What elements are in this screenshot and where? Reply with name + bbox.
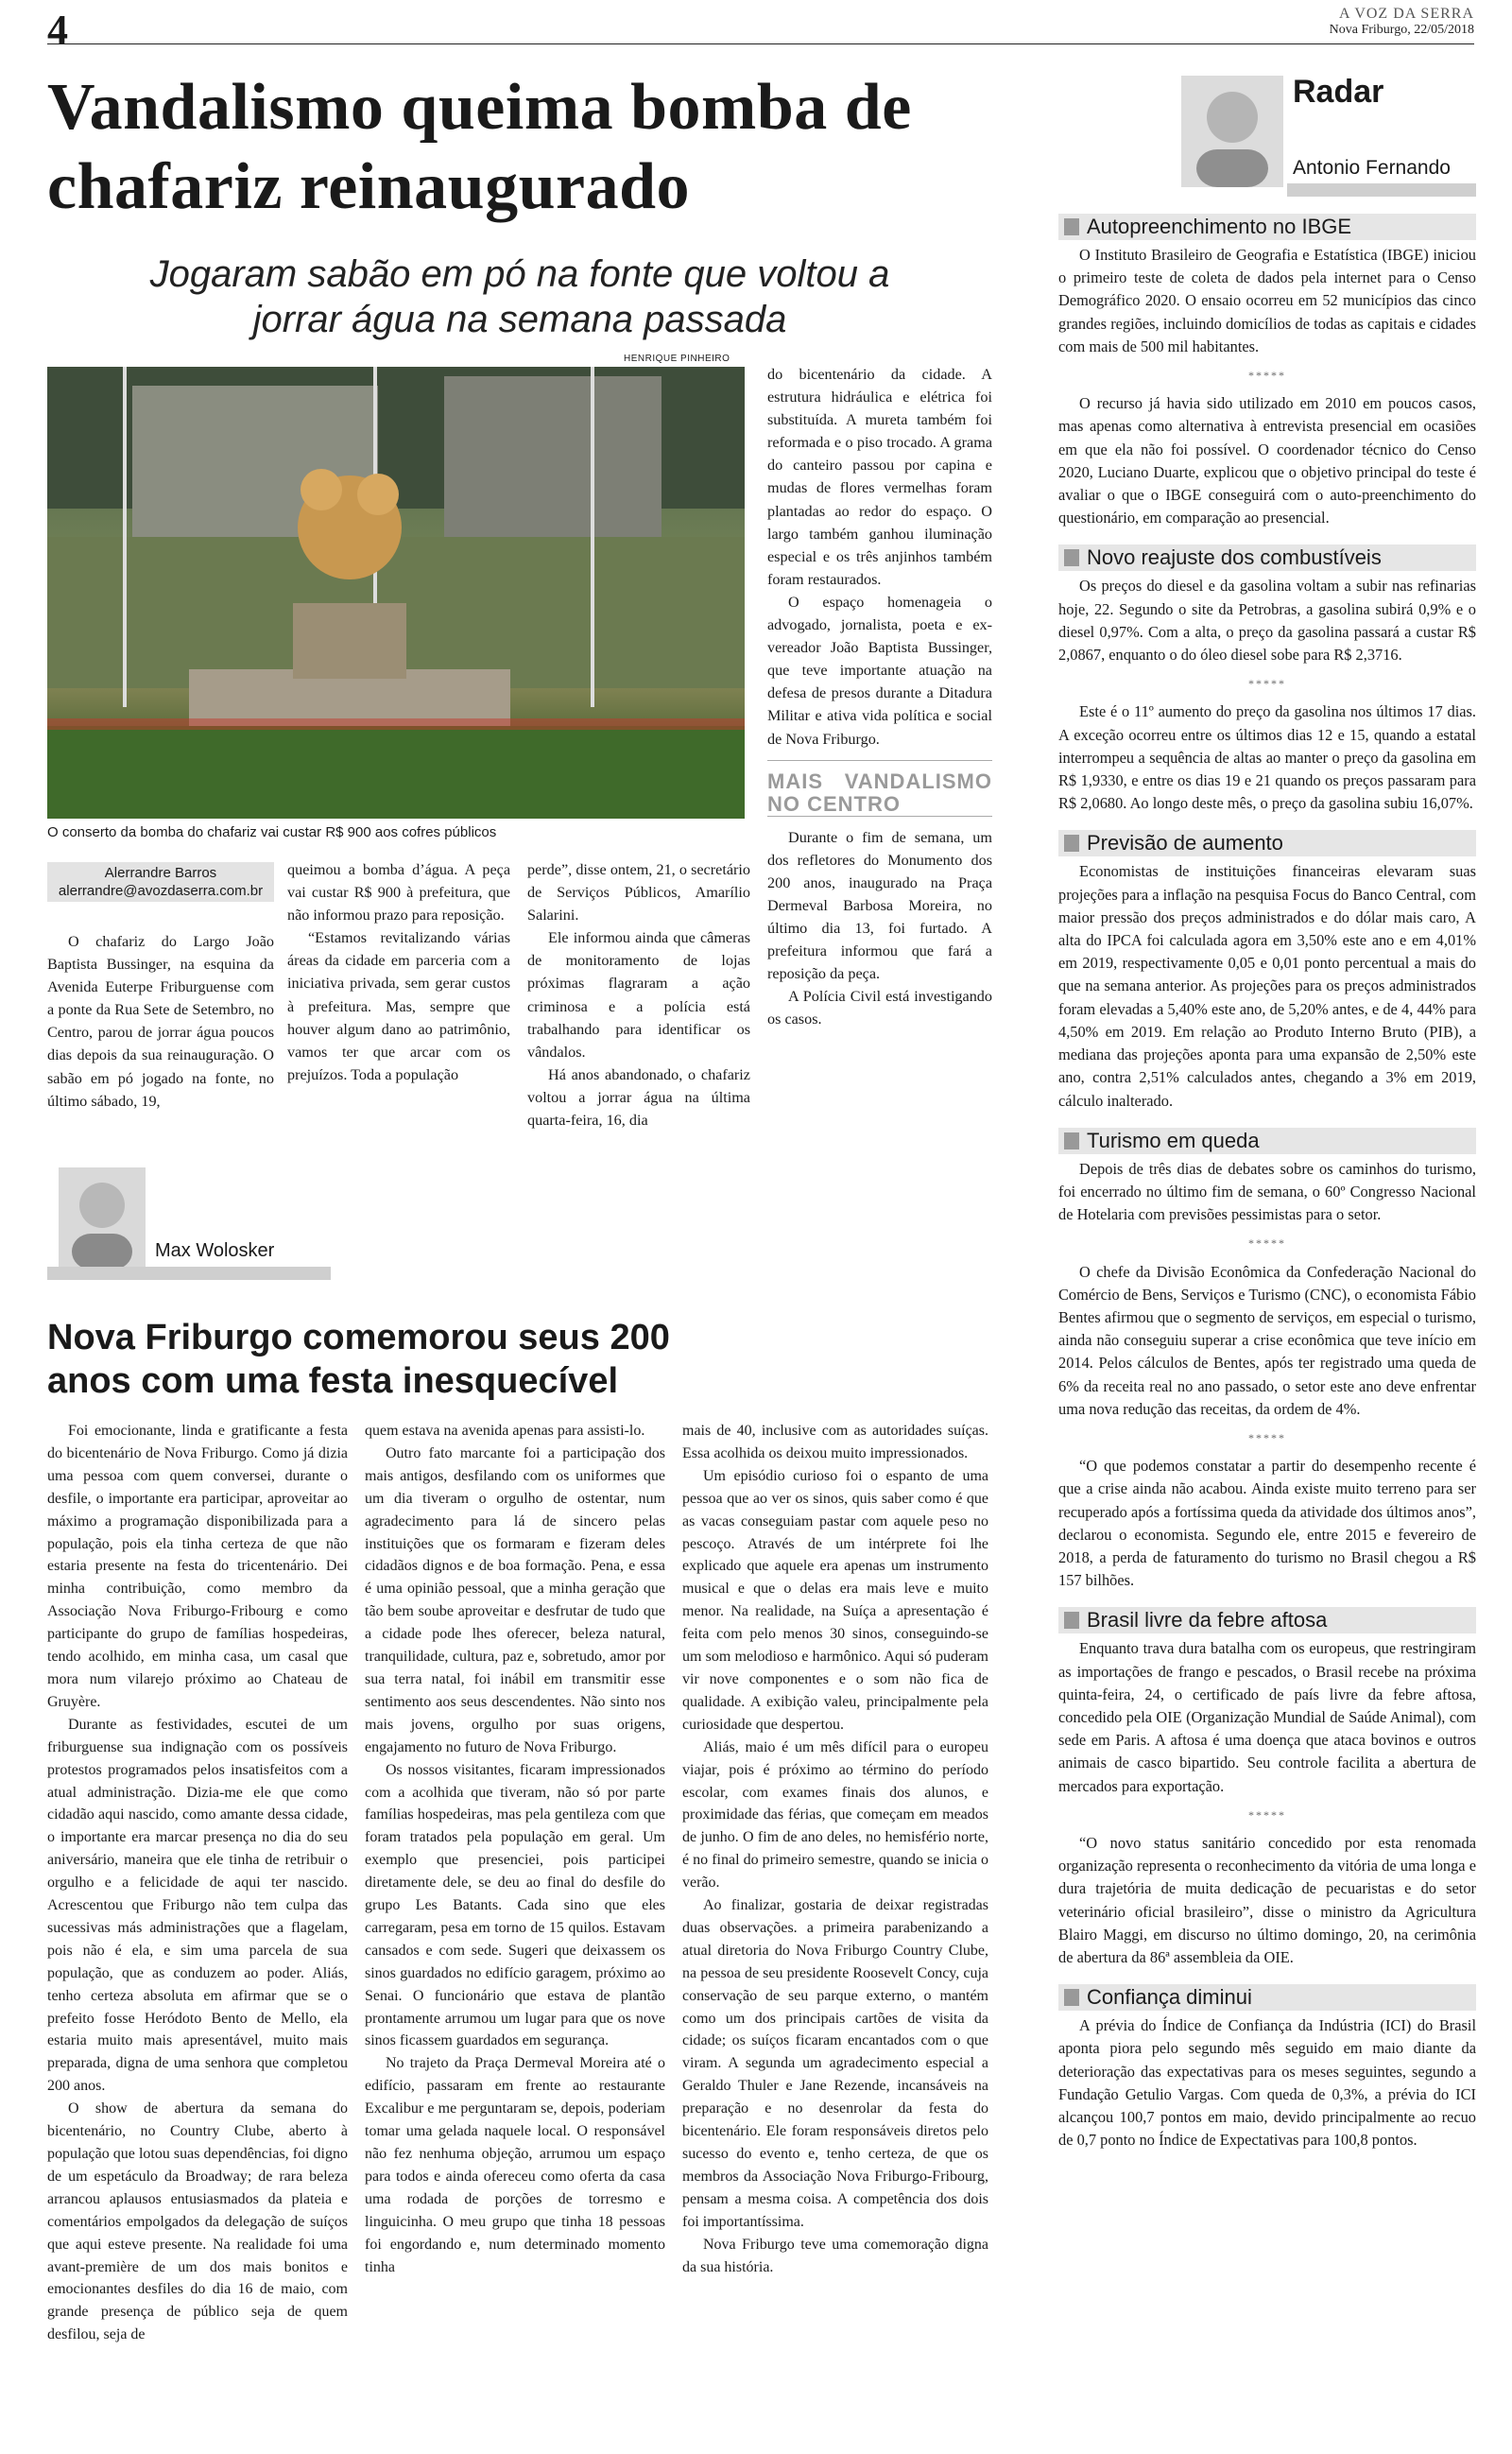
radar-author: Antonio Fernando bbox=[1293, 157, 1451, 179]
paragraph: queimou a bomba d’água. A peça vai custar R$ 900 à prefeitura, que não informou prazo para reposição. bbox=[287, 861, 510, 925]
article1-col1 bbox=[47, 930, 274, 1113]
radar-section-title: Autopreenchimento no IBGE bbox=[1058, 214, 1476, 240]
author-bar bbox=[47, 1267, 331, 1280]
paragraph: Ele informou ainda que câmeras de monitoramento de lojas próximas flagraram a ação criminosa e a polícia está trabalhando para identificar os vândalos. bbox=[527, 929, 750, 1061]
article2-col3 bbox=[682, 1420, 988, 2278]
paragraph: Outro fato marcante foi a participação dos mais antigos, desfilando com os uniformes que um dia tiveram o orgulho de ostentar, num agradecimento para lá de sincero pelas instituições que os formaram e fizeram deles cidadãos dignos e de boa formação. Pena, e essa é uma opinião pessoal, que a minha geração que tão bem soube aproveitar e desfrutar de tudo que a cidade pode lhes oferecer, beleza natural, tranquilidade, cultura, paz e, sobretudo, amor por sua terra natal, foi inábil em transmitir esse sentimento aos seus descendentes. Não sinto nos mais jovens, orgulho por suas origens, engajamento no futuro de Nova Friburgo. bbox=[365, 1444, 665, 1755]
paragraph: O Instituto Brasileiro de Geografia e Estatística (IBGE) iniciou o primeiro teste de coleta de dados pela internet para o Censo Demográfico 2020. O ensaio ocorreu em 52 municípios das cinco grandes regiões, incluindo domicílios de todas as capitais e cidades com mais de 500 mil habitantes. bbox=[1058, 246, 1476, 355]
paragraph: O chefe da Divisão Econômica da Confederação Nacional do Comércio de Bens, Serviços e Turismo (CNC), o economista Fábio Bentes afirmou que o segmento de serviços, em especial o turismo, ainda não conseguiu superar a crise econômica que teve início em 2014. Pelos cálculos de Bentes, após ter registrado uma queda de 6% da receita real no ano passado, o setor este ano deve enfrentar uma nova redução das receitas, da ordem de 4%. bbox=[1058, 1262, 1476, 1418]
top-rule bbox=[47, 43, 1474, 44]
paragraph: Os nossos visitantes, ficaram impressionados com a acolhida que tiveram, não só por parte famílias hospedeiras, mas pela gentileza com que foram tratados pela população em geral. Um exemplo que presenciei, pois participei diretamente dele, se deu ao final do desfile do grupo Les Batants. Cada sino que eles carregaram, pesa em torno de 15 quilos. Estavam cansados e com sede. Sugeri que deixassem os sinos guardados no edifício garagem, próximo ao Senai. O funcionário que estava de plantão prontamente arrumou um lugar para que os nove sinos ficassem guardados em segurança. bbox=[365, 1761, 665, 2049]
radar-section-title: Brasil livre da febre aftosa bbox=[1058, 1607, 1476, 1633]
section-heading: MAIS VANDALISMO NO CENTRO bbox=[767, 760, 992, 817]
article1-col4 bbox=[767, 363, 992, 1030]
paragraph: Os preços do diesel e da gasolina voltam a subir nas refinarias hoje, 22. Segundo o site da Petrobras, a gasolina subirá 0,9% e o diesel 0,97%. Com a alta, o preço da gasolina passará a custar R$ 2,0867, enquanto o do óleo diesel sobe para R$ 2,3716. bbox=[1058, 577, 1476, 665]
headline: Vandalismo queima bomba de chafariz reinaugurado bbox=[47, 71, 912, 223]
article1-col2 bbox=[287, 858, 510, 1086]
paragraph: Economistas de instituições financeiras elevaram suas projeções para a inflação na pesquisa Focus do Banco Central, com maior pressão dos preços administrados e do dólar mais caro, A alta do IPCA foi calculada agora em 3,50% este ano e em 4,01% em 2019, respectivamente 0,05 e 0,01 ponto percentual a mais do que na semana anterior. As projeções para os preços administrados foram elevadas a 5,40% este ano, de 5,20% antes, e de 4, 44% para 4,50% em 2019. Em relação ao Produto Interno Bruto (PIB), a mediana das projeções aponta para uma expansão de 2,50% este ano, contra 2,51% calculados antes, chegando a 3% em 2019, cálculo inalterado. bbox=[1058, 862, 1476, 1110]
radar-section bbox=[1058, 544, 1476, 815]
paragraph: Há anos abandonado, o chafariz voltou a jorrar água na última quarta-feira, 16, dia bbox=[527, 1065, 750, 1130]
paragraph: do bicentenário da cidade. A estrutura hidráulica e elétrica foi substituída. A mureta também foi reformada e o piso trocado. A grama do canteiro passou por capina e mudas de flores vermelhas foram plantadas ao redor do espaço. O largo também ganhou iluminação especial e os três anjinhos também foram restaurados. bbox=[767, 366, 992, 588]
paragraph: O espaço homenageia o advogado, jornalista, poeta e ex-vereador João Baptista Bussinger, que teve importante atuação na defesa de presos durante a Ditadura Militar e ativa vida política e social de Nova Friburgo. bbox=[767, 593, 992, 748]
paragraph: Aliás, maio é um mês difícil para o europeu viajar, pois é próximo ao término do período escolar, com exames finais dos alunos, e proximidade das férias, que começam em meados de junho. O fim de ano deles, no hemisfério norte, é no final do primeiro semestre, quando se inicia o verão. bbox=[682, 1738, 988, 1892]
photo-caption: O conserto da bomba do chafariz vai custar R$ 900 aos cofres públicos bbox=[47, 824, 497, 840]
paragraph: Este é o 11º aumento do preço da gasolina nos últimos 17 dias. A exceção ocorreu entre os últimos dias 12 e 15, quando a estatal interrompeu a sequência de altas ao manter o preço da gasolina em R$ 1,9330, e entre os dias 19 e 21 quando os preços passaram para R$ 2,0680. Ao longo deste mês, o preço da gasolina subiu 16,07%. bbox=[1058, 702, 1476, 813]
page-number: 4 bbox=[47, 7, 68, 53]
paragraph: Durante o fim de semana, um dos refletores do Monumento dos 200 anos, inaugurado na Praça Dermeval Barbosa Moreira, no último dia 13, foi furtado. A prefeitura informou que fará a reposição da peça. bbox=[767, 828, 992, 983]
paragraph: O chafariz do Largo João Baptista Bussinger, na esquina da Avenida Euterpe Friburguense com a ponte da Rua Sete de Setembro, no Centro, parou de jorrar água poucos dias depois da sua reinauguração. O sabão em pó jogado na fonte, no último sábado, 19, bbox=[47, 933, 274, 1110]
article2-headline: Nova Friburgo comemorou seus 200 anos com uma festa inesquecível bbox=[47, 1318, 670, 1401]
radar-section-title: Novo reajuste dos combustíveis bbox=[1058, 544, 1476, 571]
separator: ***** bbox=[1248, 1807, 1286, 1822]
article2-col2 bbox=[365, 1420, 665, 2278]
article2-col1 bbox=[47, 1420, 348, 2346]
separator: ***** bbox=[1248, 1430, 1286, 1444]
newspaper-name: A VOZ DA SERRA bbox=[1338, 6, 1474, 22]
byline-email[interactable]: alerrandre@avozdaserra.com.br bbox=[58, 883, 264, 899]
paragraph: Durante as festividades, escutei de um friburguense sua indignação com os possíveis protestos programados pelos insatisfeitos com a atual administração. Dizia-me ele que como cidadão aqui nascido, como amante dessa cidade, o importante era marcar presença no dia do seu aniversário, maneira que ele tinha de retribuir o orgulho e a felicidade de aqui ter nascido. Acrescentou que Friburgo não tem culpa das sucessivas más administrações que a flagelam, pois não é ela, e sim uma parcela de sua população, que as conduzem ao poder. Aliás, tenho certeza absoluta em afirmar que se o prefeito fosse Heródoto Bento de Mello, ela estaria muito mais apresentável, muito mais preparada, digna de uma senhora que completou 200 anos. bbox=[47, 1716, 348, 2095]
byline-box bbox=[47, 862, 274, 902]
fountain-photo bbox=[47, 367, 745, 819]
byline-author: Alerrandre Barros bbox=[104, 865, 217, 881]
separator: ***** bbox=[1248, 1236, 1286, 1251]
paragraph: “O que podemos constatar a partir do desempenho recente é que a crise ainda não acabou. Ainda existe muito terreno para ser recuperado após a fortíssima queda da atividade dos últimos anos”, declarou o economista. Segundo ele, entre 2015 e fevereiro de 2018, a perda de faturamento do turismo no Brasil chegou a R$ 157 bilhões. bbox=[1058, 1457, 1476, 1590]
article1-col3 bbox=[527, 858, 750, 1132]
dateline: Nova Friburgo, 22/05/2018 bbox=[1329, 23, 1474, 37]
article2-author: Max Wolosker bbox=[155, 1240, 275, 1261]
paragraph: No trajeto da Praça Dermeval Moreira até o edifício, passaram em frente ao restaurante Excalibur e me perguntaram se, depois, poderiam tomar uma gelada naquele local. O responsável não fez nenhuma objeção, arrumou um espaço para todos e ainda ofereceu como oferta da casa uma rodada de porções de torresmo e linguicinha. O meu grupo que tinha 18 pessoas foi engordando e, num determinado momento tinha bbox=[365, 2055, 665, 2275]
paragraph: quem estava na avenida apenas para assisti-lo. bbox=[365, 1423, 645, 1439]
paragraph: Enquanto trava dura batalha com os europeus, que restringiram as importações de frango e pescados, o Brasil recebe na próxima quinta-feira, 24, o certificado de país livre da febre aftosa, concedido pela OIE (Organização Mundial de Saúde Animal), com sede em Paris. A aftosa é uma doença que ataca bovinos e outros animais de casco bipartido. Seu controle facilita a abertura de mercados para exportação. bbox=[1058, 1639, 1476, 1795]
author-photo bbox=[59, 1167, 146, 1270]
radar-section bbox=[1058, 830, 1476, 1112]
radar-section-title: Previsão de aumento bbox=[1058, 830, 1476, 856]
photo-credit: HENRIQUE PINHEIRO bbox=[624, 354, 730, 364]
paragraph: A prévia do Índice de Confiança da Indústria (ICI) do Brasil aponta piora pelo segundo mês seguido em maio diante da deterioração das expectativas para os meses seguintes, segundo a Fundação Getulio Vargas. Com queda de 0,3%, a prévia do ICI alcançou 100,7 pontos em maio, devido principalmente ao recuo de 0,7 ponto no Índice de Expectativas para 100,8 pontos. bbox=[1058, 2016, 1476, 2150]
paragraph: perde”, disse ontem, 21, o secretário de Serviços Públicos, Amarílio Salarini. bbox=[527, 861, 750, 925]
paragraph: Um episódio curioso foi o espanto de uma pessoa que ao ver os sinos, quis saber como é que as vacas conseguiam pastar com aquele peso no pescoço. Através de um intérprete foi lhe explicado que aquele era apenas um instrumento musical e que o delas era mais leve e muito menor. Na realidade, na Suíça a apresentação é feita com pelo menos 30 sinos, conseguindo-se um som melodioso e harmônico. Aqui só puderam vir nove componentes e o som não fica de qualidade. A exibição valeu, principalmente pela curiosidade que despertou. bbox=[682, 1467, 988, 1733]
paragraph: O recurso já havia sido utilizado em 2010 em poucos casos, mas apenas como alternativa à entrevista presencial em ocasiões em que ela não foi possível. O coordenador técnico do Censo 2020, Luciano Duarte, explicou que o objetivo principal do teste é avaliar o que o IBGE conseguirá com o auto-preenchimento do questionário, em comparação ao presencial. bbox=[1058, 394, 1476, 527]
paragraph: “Estamos revitalizando várias áreas da cidade em parceria com a iniciativa privada, sem gerar custos à prefeitura. Mas, sempre que houver algum dano ao patrimônio, vamos ter que arcar com os prejuízos. Toda a população bbox=[287, 929, 510, 1083]
paragraph: Ao finalizar, gostaria de deixar registradas duas observações. a primeira parabenizando a atual diretoria do Nova Friburgo Country Clube, na pessoa de seu presidente Roosevelt Concy, cuja conservação de seu parque externo, o mantém como um dos principais cartões de visita da cidade; os suíços ficaram encantados com o que viram. A segunda um agradecimento especial a Geraldo Thuler e Jane Rezende, incansáveis na preparação e no desenrolar da festa do bicentenário. Ele foram responsáveis diretos pelo sucesso do evento e, tenho certeza, de que os membros da Associação Nova Friburgo-Fribourg, pensam a mesma coisa. A competência dos dois foi importantíssima. bbox=[682, 1897, 988, 2230]
radar-title: Radar bbox=[1293, 74, 1384, 110]
radar-section bbox=[1058, 1128, 1476, 1593]
paragraph: O show de abertura da semana do bicentenário, no Country Clube, aberto à população que lotou suas dependências, foi digno de um espetáculo da Broadway; de rara beleza arrancou aplausos entusiasmados da plateia e comentários empolgados da delegação de suíços que aqui esteve presente. Na realidade foi uma avant-première de um dos mais bonitos e emocionantes desfiles do dia 16 de maio, com grande presença de público seja de quem desfilou, seja de bbox=[47, 2100, 348, 2343]
fountain-illustration bbox=[47, 367, 745, 819]
radar-section-title: Confiança diminui bbox=[1058, 1984, 1476, 2011]
radar-section-title: Turismo em queda bbox=[1058, 1128, 1476, 1154]
paragraph: Foi emocionante, linda e gratificante a festa do bicentenário de Nova Friburgo. Como já dizia uma pessoa com quem conversei, durante o desfile, o importante era participar, aproveitar ao máximo a programação disponibilizada para a população, pois ela tinha certeza de que não estaria presente na festa do tricentenário. Dei minha contribuição, como membro da Associação Nova Friburgo-Fribourg e como participante do grupo de famílias hospedeiras, tendo acolhido, em minha casa, um casal que mora num vilarejo próximo ao Chateau de Gruyère. bbox=[47, 1423, 348, 1710]
separator: ***** bbox=[1248, 369, 1286, 383]
radar-author-bar bbox=[1287, 183, 1476, 197]
radar-section bbox=[1058, 1984, 1476, 2152]
paragraph: “O novo status sanitário concedido por esta renomada organização representa o reconhecimento da vitória de uma longa e dura trajetória de muita dedicação de pecuaristas e do setor veterinário oficial brasileiro”, disse o ministro da Agricultura Blairo Maggi, em discurso no último domingo, 20, na cerimônia de abertura da 86ª assembleia da OIE. bbox=[1058, 1833, 1476, 1966]
radar-column bbox=[1058, 214, 1476, 2157]
masthead bbox=[1330, 6, 1474, 38]
paragraph: Nova Friburgo teve uma comemoração digna da sua história. bbox=[682, 2236, 988, 2275]
radar-section bbox=[1058, 214, 1476, 529]
paragraph: mais de 40, inclusive com as autoridades suíças. Essa acolhida os deixou muito impressionados. bbox=[682, 1423, 988, 1461]
paragraph: Depois de três dias de debates sobre os caminhos do turismo, foi encerrado no último fim de semana, o 60º Congresso Nacional de Hotelaria com previsões pessimistas para o setor. bbox=[1058, 1159, 1476, 1224]
radar-section bbox=[1058, 1607, 1476, 1969]
paragraph: A Polícia Civil está investigando os casos. bbox=[767, 988, 992, 1028]
subhead: Jogaram sabão em pó na fonte que voltou a jorrar água na semana passada bbox=[149, 253, 890, 340]
radar-author-photo bbox=[1181, 76, 1283, 187]
separator: ***** bbox=[1248, 677, 1286, 691]
